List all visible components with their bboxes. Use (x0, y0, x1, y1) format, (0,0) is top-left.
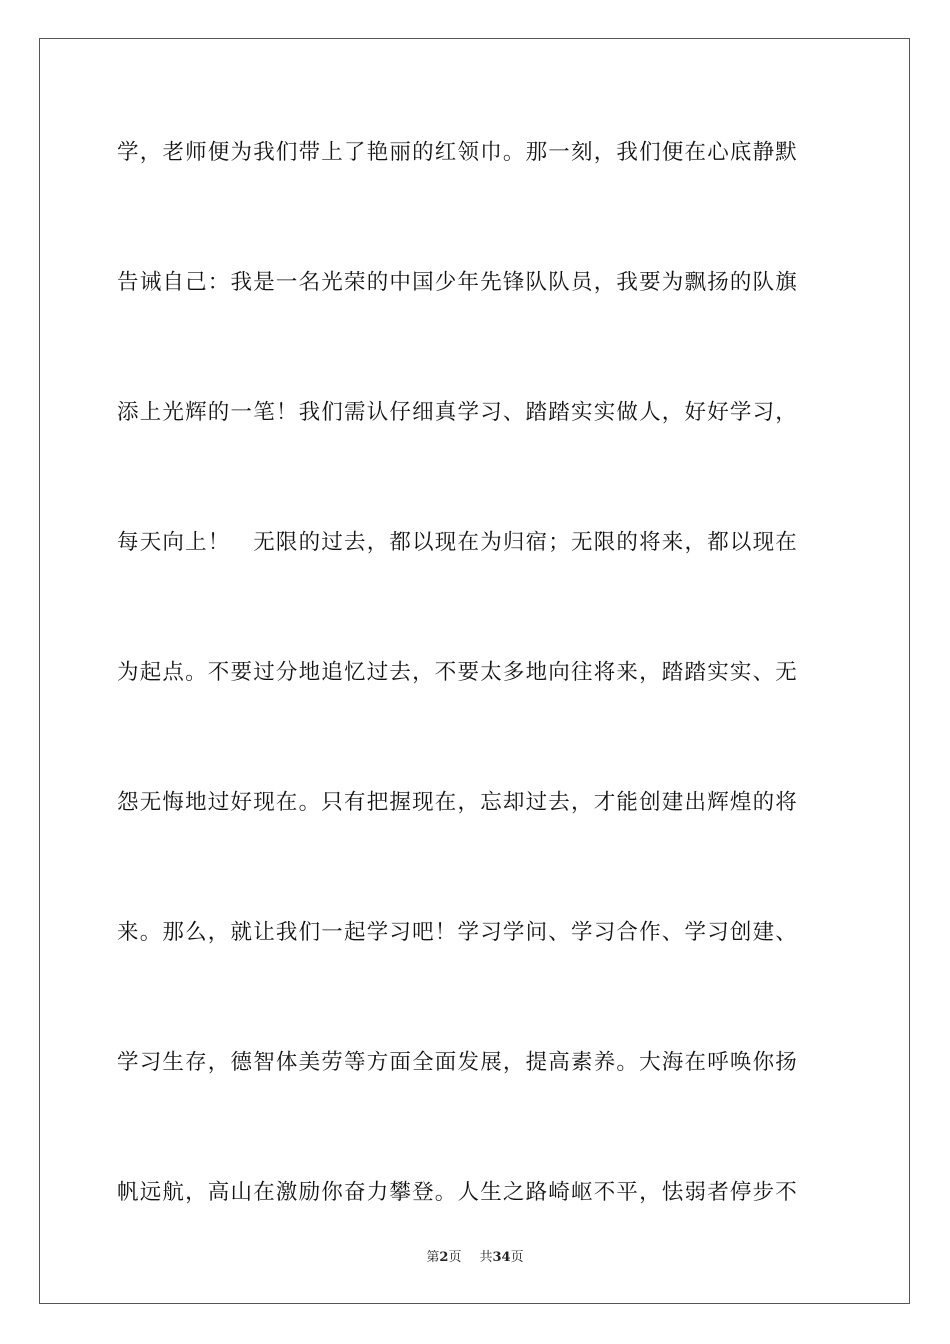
page-suffix: 页 (448, 1250, 462, 1265)
text-line-2: 告诫自己：我是一名光荣的中国少年先锋队队员，我要为飘扬的队旗 (117, 270, 799, 295)
text-line-1: 学，老师便为我们带上了艳丽的红领巾。那一刻，我们便在心底静默 (117, 140, 799, 165)
text-line-4: 每天向上！ 无限的过去，都以现在为归宿；无限的将来，都以现在 (117, 530, 799, 555)
total-suffix: 页 (510, 1250, 524, 1265)
text-line-9: 帆远航，高山在激励你奋力攀登。人生之路崎岖不平，怯弱者停步不 (117, 1180, 799, 1205)
text-line-8: 学习生存，德智体美劳等方面全面发展，提高素养。大海在呼唤你扬 (117, 1050, 799, 1075)
text-line-3: 添上光辉的一笔！我们需认仔细真学习、踏踏实实做人，好好学习， (117, 400, 799, 425)
total-pages: 34 (492, 1250, 511, 1265)
text-line-7: 来。那么，就让我们一起学习吧！学习学问、学习合作、学习创建、 (117, 920, 799, 945)
page-number: 2 (439, 1250, 449, 1265)
document-body (117, 128, 837, 1298)
page-footer (0, 1246, 950, 1265)
text-line-5: 为起点。不要过分地追忆过去，不要太多地向往将来，踏踏实实、无 (117, 660, 799, 685)
page-prefix: 第 (426, 1250, 440, 1265)
text-line-6: 怨无悔地过好现在。只有把握现在，忘却过去，才能创建出辉煌的将 (117, 790, 799, 815)
total-prefix: 共 (479, 1250, 493, 1265)
